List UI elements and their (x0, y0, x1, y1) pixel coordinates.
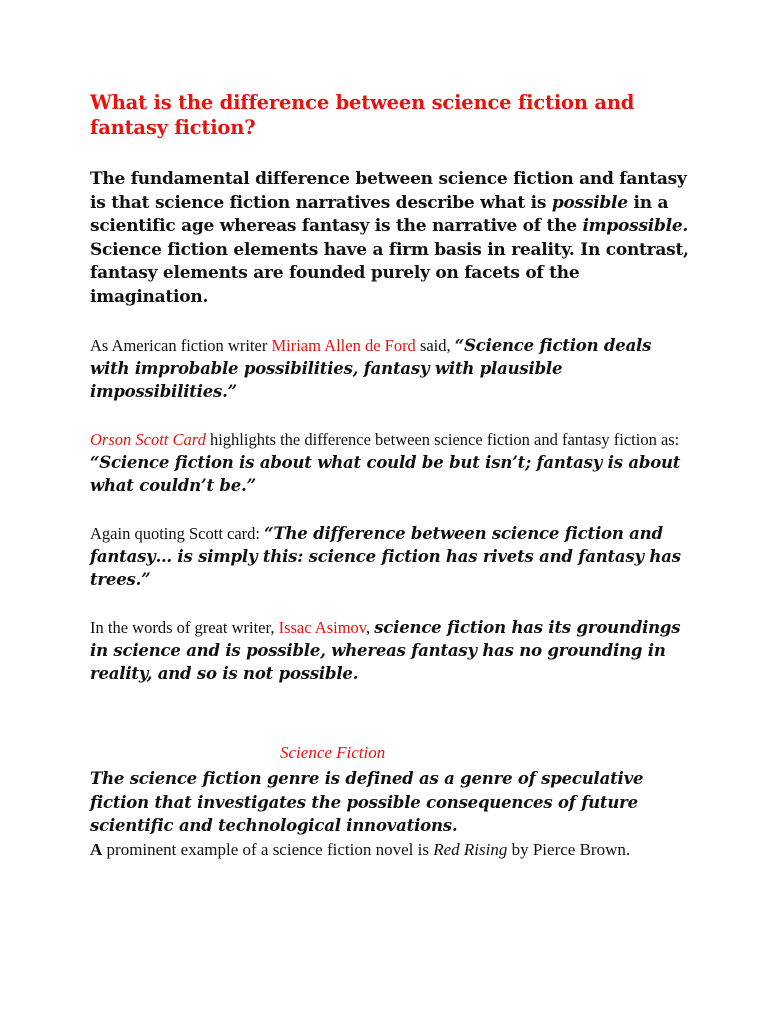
quote2-quote: “Science fiction is about what could be but isn’t; fantasy is about what couldn’t be.” (90, 453, 681, 495)
quote2-author: Orson Scott Card (90, 430, 206, 449)
intro-text-3: Science fiction elements have a firm basis in reality. In contrast, fantasy elements are founded purely on facets of the imagination. (90, 239, 689, 307)
page-title: What is the difference between science fiction and fantasy fiction? (90, 91, 635, 139)
example-author: by Pierce Brown. (507, 840, 631, 859)
quote4-lead: In the words of great writer, (90, 618, 279, 637)
intro-text-1: The fundamental difference between science fiction and fantasy is that science fiction narratives describe what is (90, 169, 687, 213)
quote4-author: Issac Asimov (278, 618, 366, 637)
science-fiction-example (90, 838, 690, 862)
quote4-quote: science fiction has its groundings in science and is possible, whereas fantasy has no grounding in reality, and so is not possible. (90, 618, 681, 683)
quote1-author: Miriam Allen de Ford (271, 336, 416, 355)
section-heading-science-fiction: Science Fiction (280, 743, 386, 762)
example-text: prominent example of a science fiction novel is (102, 840, 434, 859)
intro-text-2: in a scientific age whereas fantasy is the narrative of the (90, 192, 669, 236)
quote-paragraph-card (90, 428, 690, 497)
quote3-lead: Again quoting Scott card: (90, 524, 265, 543)
quote1-said: said, (415, 336, 455, 355)
quote1-quote: “Science fiction deals with improbable possibilities, fantasy with plausible impossibilities.” (90, 336, 652, 401)
intro-paragraph (90, 168, 690, 309)
quote-paragraph-card-2 (90, 522, 690, 591)
example-lead-letter: A (90, 840, 103, 859)
quote4-comma: , (365, 618, 375, 637)
quote-paragraph-ford (90, 334, 690, 403)
example-book-title: Red Rising (433, 840, 508, 859)
quote-paragraph-asimov (90, 616, 690, 685)
quote2-lead: highlights the difference between science fiction and fantasy fiction as: (205, 430, 680, 449)
science-fiction-definition: The science fiction genre is defined as a genre of speculative fiction that investigates the possible consequences of future scientific and technological innovations. (90, 769, 644, 835)
quote1-lead: As American fiction writer (90, 336, 272, 355)
intro-impossible-emphasis: impossible. (582, 216, 689, 236)
intro-possible-emphasis: possible (551, 192, 628, 213)
quote3-quote: “The difference between science fiction and fantasy… is simply this: science fiction has rivets and fantasy has trees.” (90, 524, 681, 589)
